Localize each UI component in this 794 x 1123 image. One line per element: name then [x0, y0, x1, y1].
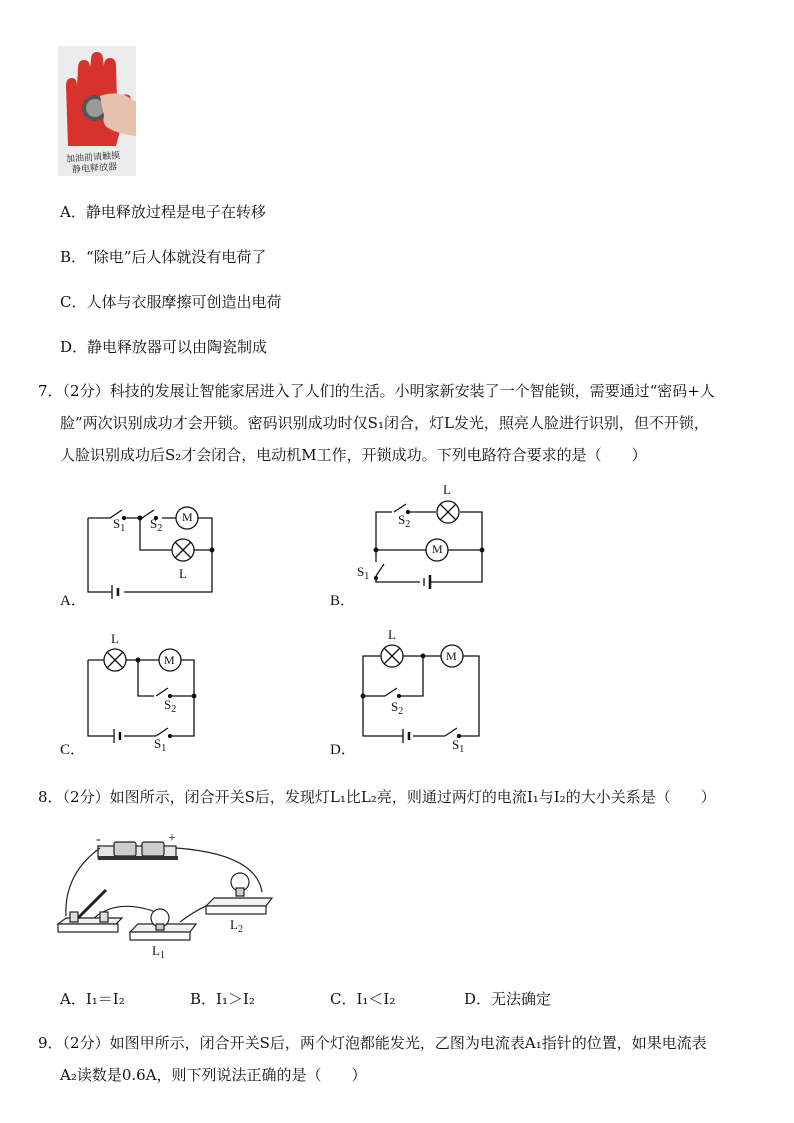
circuit-b-s2: $S_2$: [398, 512, 411, 530]
photo-caption-1: 加油前请触摸: [65, 151, 121, 165]
circuit-b-diagram: [370, 490, 490, 600]
circuit-b-label: B．: [330, 593, 356, 609]
q9-line-2: A₂读数是0.6A，则下列说法正确的是（ ）: [60, 1066, 367, 1084]
circuit-a-l: L: [179, 566, 187, 581]
circuit-a-m: M: [182, 510, 193, 524]
q6-option-b: B．“除电”后人体就没有电荷了: [60, 248, 267, 266]
circuit-b-l: L: [443, 482, 451, 497]
circuit-c-label: C．: [60, 742, 86, 758]
circuit-d-label: D．: [330, 742, 356, 758]
q8-option-d: D．无法确定: [464, 990, 552, 1008]
q8-option-a: A．I₁＝I₂: [60, 990, 125, 1008]
q7-line-2: 脸”两次识别成功才会开锁。密码识别成功时仅S₁闭合，灯L发光，照亮人脸进行识别，但不开锁，: [60, 414, 709, 432]
circuit-a-s1: $S_1$: [113, 516, 126, 534]
circuit-d-s2: $S_2$: [391, 699, 404, 717]
q7-line-1: 7．（2分）科技的发展让智能家居进入了人们的生活。小明家新安装了一个智能锁，需要通过“密码+人: [38, 382, 715, 400]
q8-option-b: B．I₁＞I₂: [190, 990, 255, 1008]
q9-line-1: 9．（2分）如图甲所示，闭合开关S后，两个灯泡都能发光，乙图为电流表A₁指针的位置，如果电流表: [38, 1034, 707, 1052]
circuit-b-s1: $S_1$: [357, 564, 370, 582]
q8-option-c: C．I₁＜I₂: [330, 990, 396, 1008]
circuit-c-m: M: [164, 653, 175, 667]
q6-option-a: A．静电释放过程是电子在转移: [60, 203, 266, 221]
lamp-l2-label: $L_2$: [230, 917, 243, 935]
circuit-d-diagram: [355, 640, 485, 750]
circuit-a-diagram: [80, 500, 220, 600]
circuit-c-l: L: [111, 631, 119, 646]
circuit-c-s2: $S_2$: [164, 697, 177, 715]
circuit-c-diagram: [80, 640, 210, 750]
q7-line-3: 人脸识别成功后S₂才会闭合，电动机M工作，开锁成功。下列电路符合要求的是（ ）: [60, 446, 647, 464]
circuit-a-label: A．: [60, 593, 86, 609]
circuit-d-s1: $S_1$: [452, 737, 465, 755]
q6-option-d: D．静电释放器可以由陶瓷制成: [60, 338, 268, 356]
battery-minus: -: [96, 832, 101, 847]
circuit-c-s1: $S_1$: [154, 736, 167, 754]
circuit-b-m: M: [432, 542, 443, 556]
photo-caption-2: 静电释放器: [71, 162, 118, 176]
static-discharge-photo: [58, 46, 136, 176]
q6-option-c: C．人体与衣服摩擦可创造出电荷: [60, 293, 282, 311]
lamp-l1-label: $L_1$: [152, 943, 165, 961]
q8-circuit-figure: [56, 834, 276, 954]
circuit-a-s2: $S_2$: [150, 516, 163, 534]
battery-plus: +: [168, 831, 176, 846]
q8-text: 8．（2分）如图所示，闭合开关S后，发现灯L₁比L₂亮，则通过两灯的电流I₁与I₂的大小关系是（ ）: [38, 788, 716, 806]
circuit-d-l: L: [388, 627, 396, 642]
circuit-d-m: M: [446, 649, 457, 663]
